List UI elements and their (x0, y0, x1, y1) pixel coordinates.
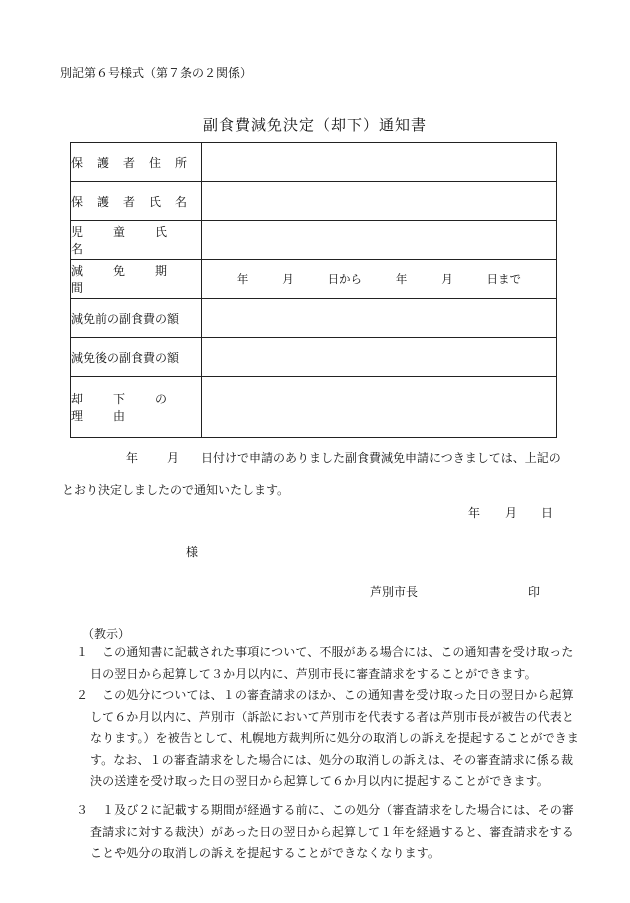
label-fee-after: 減免後の副食費の額 (71, 338, 202, 377)
date-day: 日 (541, 506, 554, 520)
issuer-name: 芦別市長 (370, 585, 419, 599)
period-day-to: 日まで (486, 272, 522, 286)
table-row (71, 299, 557, 338)
body-month: 月 (167, 451, 180, 465)
notice-item-text: この通知書に記載された事項について、不服がある場合には、この通知書を受け取った日の翌日から起算して３か月以内に、芦別市長に審査請求をすることができます。 (90, 645, 574, 681)
value-fee-before (202, 299, 557, 338)
label-rejection-reason: 却下の理由 (71, 377, 202, 438)
label-exemption-period: 減免期間 (71, 260, 202, 299)
label-guardian-address: 保護者住所 (71, 143, 202, 182)
table-row (71, 377, 557, 438)
period-month-to: 月 (441, 272, 453, 286)
value-guardian-name (202, 182, 557, 221)
body-line1: 日付けで申請のありました副食費減免申請につきましては、上記の (201, 451, 561, 465)
notice-table (70, 142, 557, 438)
label-fee-before: 減免前の副食費の額 (71, 299, 202, 338)
notice-item-2 (76, 685, 580, 793)
table-row (71, 260, 557, 299)
notice-item-number: １ (76, 645, 89, 659)
value-rejection-reason (202, 377, 557, 438)
period-day-from: 日から (327, 272, 363, 286)
period-year-from: 年 (236, 272, 249, 286)
table-row (71, 221, 557, 260)
date-year: 年 (468, 506, 481, 520)
value-exemption-period (202, 260, 557, 299)
notice-item-number: ２ (76, 688, 89, 702)
notice-item-3 (76, 800, 580, 865)
table-row (71, 338, 557, 377)
period-year-to: 年 (395, 272, 408, 286)
notice-item-text: この処分については、１の審査請求のほか、この通知書を受け取った日の翌日から起算して６か月以内に、芦別市（訴訟において芦別市を代表する者は芦別市長が被告の代表となります。）を被告として、札幌地方裁判所に処分の取消しの訴えを提起することができます。なお、１の審査請求をした場合には、処分の取消しの訴えは、その審査請求に係る裁決の送達を受け取った日の翌日から起算して６か月以内に提起することができます。 (90, 688, 579, 788)
label-child-name: 児童氏名 (71, 221, 202, 260)
body-line2: とおり決定しましたので通知いたします。 (62, 483, 290, 497)
form-identifier: 別記第６号様式（第７条の２関係） (60, 66, 253, 80)
seal-mark: 印 (528, 585, 541, 599)
notice-heading: （教示） (82, 627, 131, 641)
period-month-from: 月 (282, 272, 294, 286)
date-month: 月 (505, 506, 518, 520)
document-title: 副食費減免決定（却下）通知書 (202, 116, 427, 134)
body-year: 年 (126, 451, 139, 465)
value-fee-after (202, 338, 557, 377)
notice-item-number: ３ (76, 803, 89, 817)
notice-item-text: １及び２に記載する期間が経過する前に、この処分（審査請求をした場合には、その審査請求に対する裁決）があった日の翌日から起算して１年を経過すると、審査請求をすることや処分の取消しの訴えを提起することができなくなります。 (90, 803, 574, 860)
value-guardian-address (202, 143, 557, 182)
value-child-name (202, 221, 557, 260)
notice-item-1 (76, 642, 580, 685)
table-row (71, 182, 557, 221)
table-row (71, 143, 557, 182)
label-guardian-name: 保護者氏名 (71, 182, 202, 221)
addressee-suffix: 様 (186, 545, 199, 559)
